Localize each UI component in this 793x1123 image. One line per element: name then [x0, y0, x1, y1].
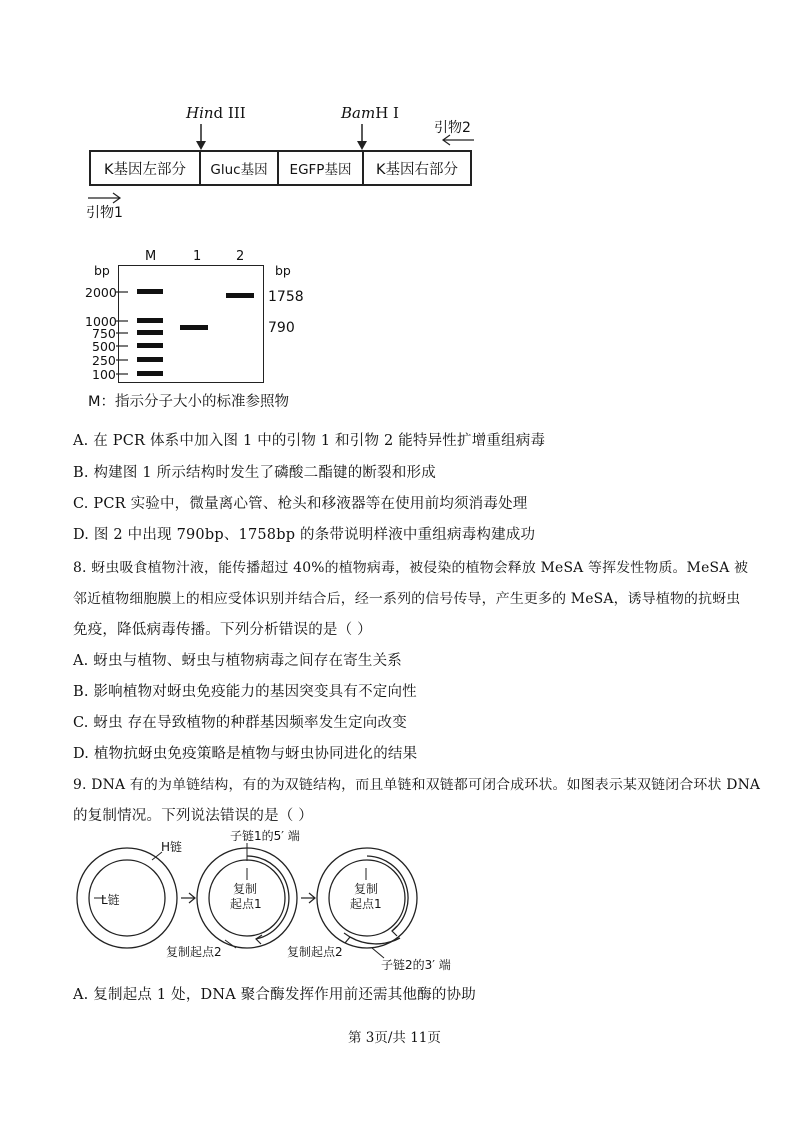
- q8-option-c: C. 蚜虫 存在导致植物的种群基因频率发生定向改变: [73, 715, 407, 731]
- lane-label-1: 1: [193, 249, 202, 264]
- marker-label-2000: 2000: [85, 285, 117, 300]
- q8-option-a: A. 蚜虫与植物、蚜虫与植物病毒之间存在寄生关系: [73, 653, 402, 669]
- bamhi-label: BamH I: [341, 104, 399, 122]
- q8-option-d: D. 植物抗蚜虫免疫策略是植物与蚜虫协同进化的结果: [73, 746, 418, 762]
- marker-label-500: 500: [92, 339, 116, 354]
- gel-caption: M：指示分子大小的标准参照物: [88, 394, 290, 410]
- q9-stem-line2: 的复制情况。下列说法错误的是（ ）: [73, 808, 314, 824]
- segment-k-right: K基因右部分: [362, 150, 472, 186]
- marker-label-750: 750: [92, 326, 116, 341]
- page-footer: 第 3页/共 11页: [348, 1030, 441, 1046]
- band-label-1758: 1758: [268, 289, 304, 305]
- segment-gluc: Gluc基因: [199, 150, 277, 186]
- primer1-label: 引物1: [86, 205, 123, 221]
- origin1-label-circle3-line2: 起点1: [350, 897, 382, 911]
- marker-label-100: 100: [92, 367, 116, 382]
- origin2-label-circle2: 复制起点2: [166, 945, 222, 959]
- lane-label-2: 2: [236, 249, 245, 264]
- origin1-label-circle2-line2: 起点1: [230, 897, 262, 911]
- q9-option-a: A. 复制起点 1 处，DNA 聚合酶发挥作用前还需其他酶的协助: [73, 987, 476, 1003]
- daughter2-3-end-label: 子链2的3′ 端: [381, 958, 451, 972]
- gel-right-unit: bp: [275, 263, 291, 278]
- segment-k-left: K基因左部分: [89, 150, 199, 186]
- l-chain-label: L链: [101, 893, 120, 907]
- q9-stem-line1: 9. DNA 有的为单链结构，有的为双链结构，而且单链和双链都可闭合成环状。如图表示某双链闭合环状 DNA: [73, 777, 761, 793]
- hindiii-label: Hind III: [186, 104, 246, 122]
- marker-label-1000: 1000: [85, 314, 117, 329]
- q7-option-c: C. PCR 实验中，微量离心管、枪头和移液器等在使用前均须消毒处理: [73, 496, 528, 512]
- daughter1-5-end-label: 子链1的5′ 端: [230, 829, 300, 843]
- origin1-label-circle3-line1: 复制: [354, 882, 379, 896]
- q7-option-b: B. 构建图 1 所示结构时发生了磷酸二酯键的断裂和形成: [73, 465, 436, 481]
- marker-label-250: 250: [92, 353, 116, 368]
- q7-option-d: D. 图 2 中出现 790bp、1758bp 的条带说明样液中重组病毒构建成功: [73, 527, 536, 543]
- q8-stem-line2: 邻近植物细胞膜上的相应受体识别并结合后，经一系列的信号传导，产生更多的 MeSA，诱导植物的抗蚜虫: [73, 591, 741, 607]
- origin1-label-circle2-line1: 复制: [233, 882, 258, 896]
- q8-option-b: B. 影响植物对蚜虫免疫能力的基因突变具有不定向性: [73, 684, 417, 700]
- lane-label-m: M: [145, 249, 157, 264]
- h-chain-label: H链: [161, 840, 183, 854]
- gel-left-unit: bp: [94, 263, 110, 278]
- q8-stem-line1: 8. 蚜虫吸食植物汁液，能传播超过 40%的植物病毒，被侵染的植物会释放 MeSA 等挥发性物质。MeSA 被: [73, 560, 749, 576]
- h-chain-circle: [77, 848, 177, 948]
- q7-option-a: A. 在 PCR 体系中加入图 1 中的引物 1 和引物 2 能特异性扩增重组病毒: [73, 433, 546, 449]
- segment-egfp: EGFP基因: [277, 150, 362, 186]
- band-label-790: 790: [268, 320, 295, 336]
- primer2-label: 引物2: [434, 120, 471, 136]
- origin2-label-circle3: 复制起点2: [287, 945, 343, 959]
- q8-stem-line3: 免疫，降低病毒传播。下列分析错误的是（ ）: [73, 622, 372, 638]
